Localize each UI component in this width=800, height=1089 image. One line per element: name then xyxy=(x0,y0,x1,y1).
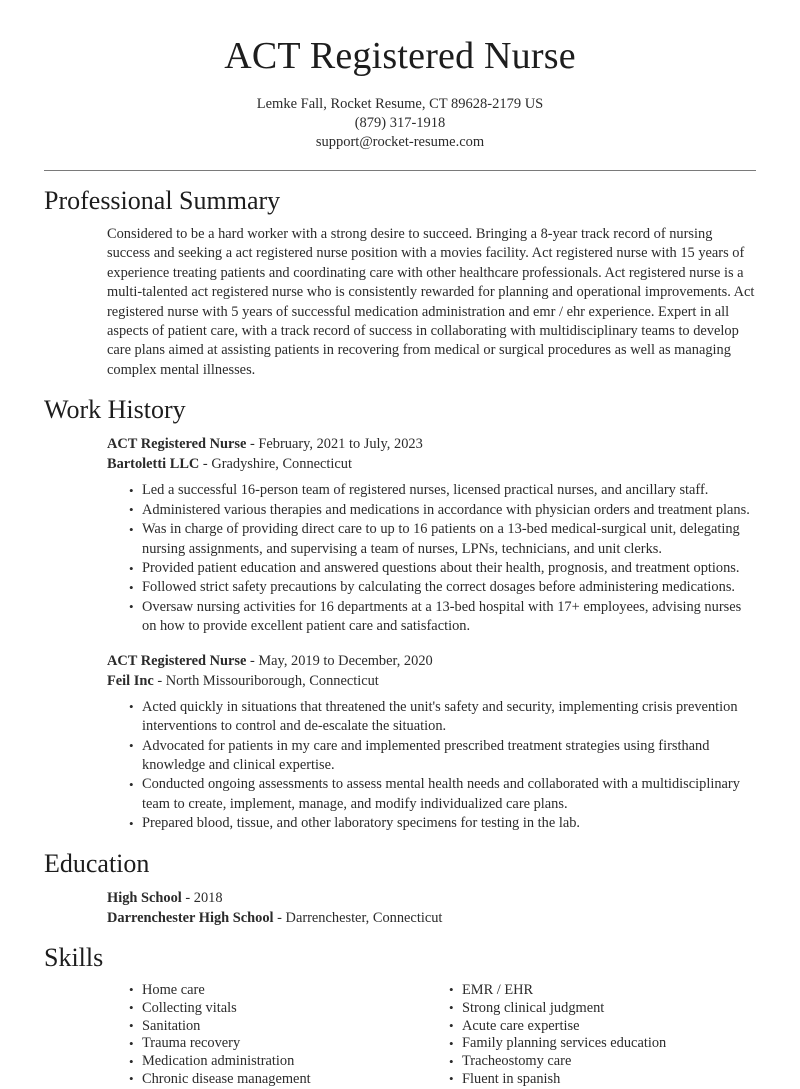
list-item: • Trauma recovery xyxy=(129,1035,427,1053)
page-title: ACT Registered Nurse xyxy=(224,35,576,77)
education-degree-line xyxy=(107,888,756,908)
section-heading-work-history: Work History xyxy=(44,395,186,425)
education-degree: High School xyxy=(107,889,182,906)
job-title-separator: - xyxy=(246,436,259,453)
list-item: • Acted quickly in situations that threatened the unit's safety and security, implementing crisis prevention interventions to control and de-escalate the situation. xyxy=(129,698,756,737)
job-company-line xyxy=(107,454,756,474)
job-location: Gradyshire, Connecticut xyxy=(211,456,352,473)
resume-header xyxy=(44,0,756,171)
list-item: • Fluent in spanish xyxy=(449,1071,747,1089)
job-dates: May, 2019 to December, 2020 xyxy=(258,652,433,669)
job-entry xyxy=(107,434,756,636)
list-item: • Advocated for patients in my care and implemented prescribed treatment strategies using firsthand knowledge and clinical expertise. xyxy=(129,737,756,776)
job-title-line xyxy=(107,434,756,454)
list-item: • Followed strict safety precautions by calculating the correct dosages before administering medications. xyxy=(129,578,756,597)
list-item: • Family planning services education xyxy=(449,1035,747,1053)
job-dates: February, 2021 to July, 2023 xyxy=(258,436,423,453)
education-school-separator: - xyxy=(273,909,286,926)
section-heading-summary: Professional Summary xyxy=(44,185,281,215)
summary-text: Considered to be a hard worker with a strong desire to succeed. Bringing a 8-year track record of nursing success and seeking a act registered nurse position with a movies facility. Act registered nurse with 15 years of experience treating patients and coordinating care with other healthcare professionals. Act registered nurse is a multi-talented act registered nurse who is consistently rewarded for planning and operational improvements. Act registered nurse with 5 years of successful medication administration and emr / ehr experience. Expert in all aspects of patient care, with a track record of success in collaborating with multidisciplinary teams to develop care plans aimed at assisting patients in recovering from medical or surgical procedures as well as managing complex mental illnesses. xyxy=(107,226,755,378)
job-company-separator: - xyxy=(199,456,212,473)
contact-phone: (879) 317-1918 xyxy=(354,114,446,131)
education-year: 2018 xyxy=(193,889,223,906)
list-item: • Strong clinical judgment xyxy=(449,1000,747,1018)
job-company-line xyxy=(107,671,756,691)
skills-list-right xyxy=(427,982,747,1089)
job-title: ACT Registered Nurse xyxy=(107,652,247,669)
list-item: • Collecting vitals xyxy=(129,1000,427,1018)
job-title-separator: - xyxy=(246,652,259,669)
job-company-separator: - xyxy=(153,672,166,689)
education-body xyxy=(44,888,756,928)
list-item: • Was in charge of providing direct care to up to 16 patients on a 13-bed medical-surgical unit, delegating nursing assignments, and supervising a team of nurses, LPNs, technicians, and unit clerks. xyxy=(129,520,756,559)
job-entry xyxy=(107,651,756,834)
skills-column-left xyxy=(107,982,427,1089)
list-item: • Tracheostomy care xyxy=(449,1053,747,1071)
list-item: • Sanitation xyxy=(129,1018,427,1036)
education-school-line xyxy=(107,908,756,928)
list-item: • Conducted ongoing assessments to assess mental health needs and collaborated with a multidisciplinary team to create, implement, manage, and modify individualized care plans. xyxy=(129,775,756,814)
job-title: ACT Registered Nurse xyxy=(107,436,247,453)
job-company: Feil Inc xyxy=(107,672,154,689)
list-item: • Provided patient education and answered questions about their health, prognosis, and treatment options. xyxy=(129,559,756,578)
education-entry xyxy=(107,888,756,928)
job-company: Bartoletti LLC xyxy=(107,456,200,473)
job-bullet-list xyxy=(107,481,756,636)
skills-list-left xyxy=(107,982,427,1089)
skills-body xyxy=(44,982,756,1089)
education-school: Darrenchester High School xyxy=(107,909,274,926)
section-heading-skills: Skills xyxy=(44,942,104,972)
section-professional-summary xyxy=(44,185,756,380)
list-item: • Acute care expertise xyxy=(449,1018,747,1036)
list-item: • EMR / EHR xyxy=(449,982,747,1000)
list-item: • Oversaw nursing activities for 16 departments at a 13-bed hospital with 17+ employees, advising nurses on how to provide excellent patient care and satisfaction. xyxy=(129,598,756,637)
section-education xyxy=(44,848,756,928)
list-item: • Home care xyxy=(129,982,427,1000)
section-heading-education: Education xyxy=(44,848,150,878)
education-location: Darrenchester, Connecticut xyxy=(285,909,443,926)
list-item: • Led a successful 16-person team of registered nurses, licensed practical nurses, and ancillary staff. xyxy=(129,481,756,500)
job-location: North Missouriborough, Connecticut xyxy=(165,672,379,689)
job-bullet-list xyxy=(107,698,756,834)
list-item: • Chronic disease management xyxy=(129,1071,427,1089)
list-item: • Administered various therapies and medications in accordance with physician orders and treatment plans. xyxy=(129,501,756,520)
contact-address: Lemke Fall, Rocket Resume, CT 89628-2179 US xyxy=(256,95,544,112)
list-item: • Medication administration xyxy=(129,1053,427,1071)
header-divider xyxy=(44,170,756,171)
skills-column-right xyxy=(427,982,747,1089)
job-title-line xyxy=(107,651,756,671)
education-degree-separator: - xyxy=(181,889,194,906)
contact-email: support@rocket-resume.com xyxy=(315,133,485,150)
work-history-body xyxy=(44,434,756,833)
section-work-history xyxy=(44,394,756,833)
section-skills xyxy=(44,942,756,1089)
list-item: • Prepared blood, tissue, and other laboratory specimens for testing in the lab. xyxy=(129,814,756,833)
summary-body xyxy=(44,225,756,380)
